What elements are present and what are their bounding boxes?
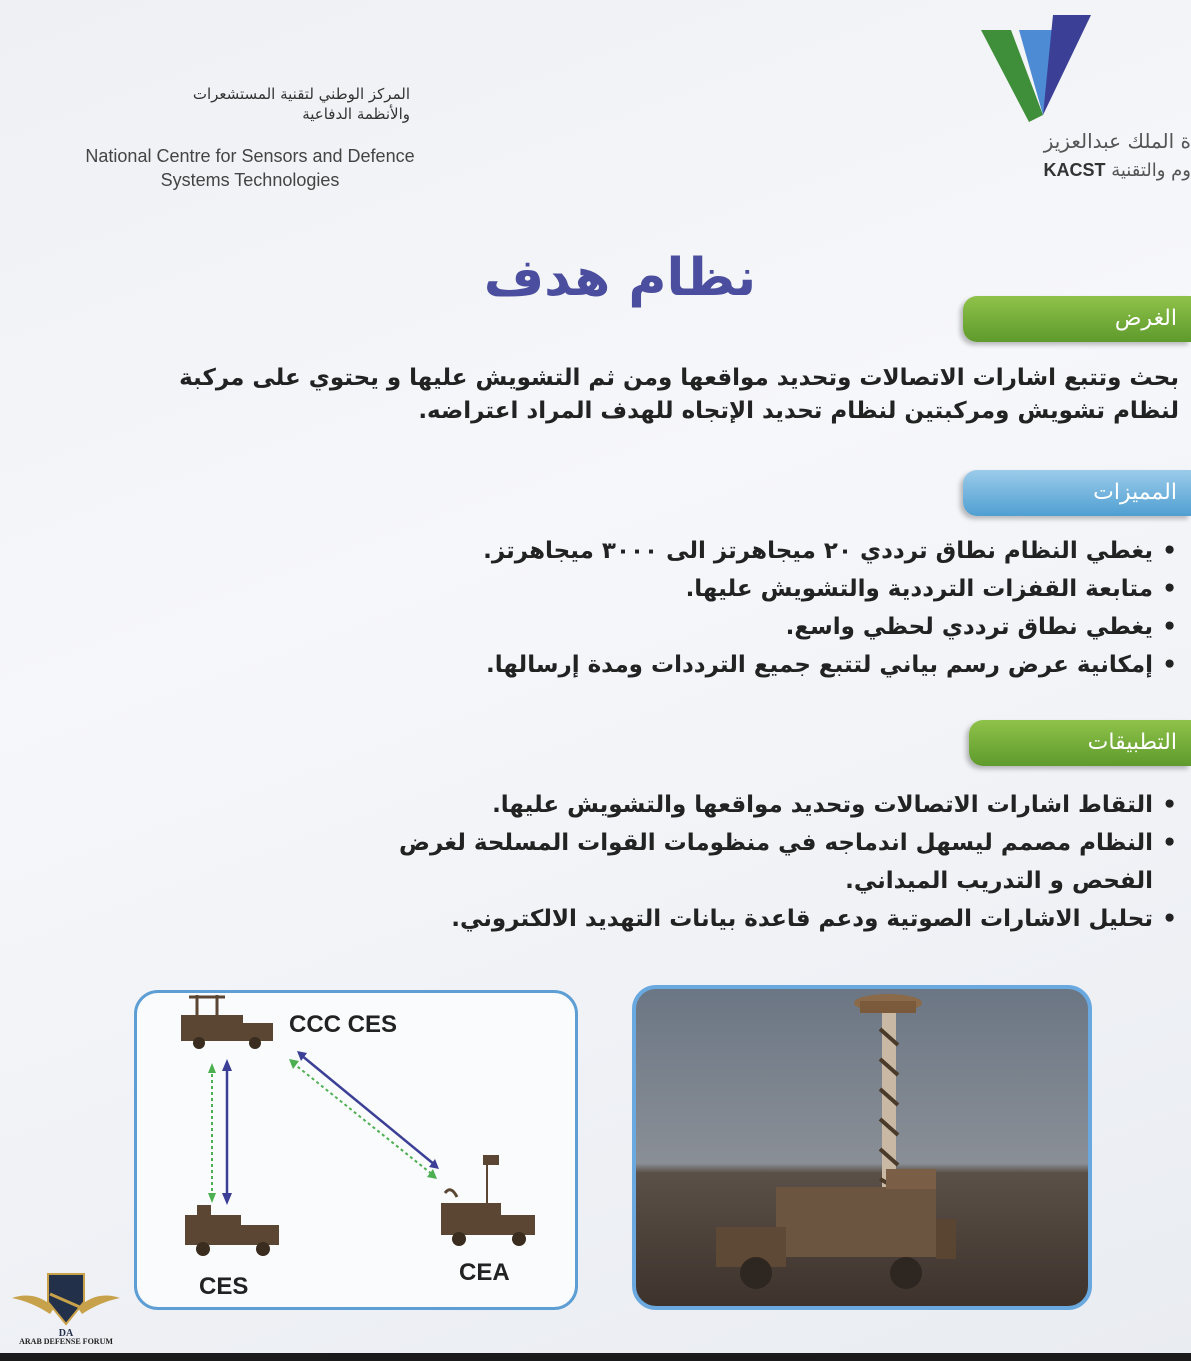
forum-shield-icon [6,1268,126,1338]
list-item: • تحليل الاشارات الصوتية ودعم قاعدة بيانات التهديد الالكتروني. [323,900,1153,938]
section-tab-applications [969,720,1191,766]
page-title: نظام هدف [483,248,757,308]
vehicle-top-label: CCC CES [289,1011,398,1038]
vehicle-photo [632,985,1092,1310]
list-item: • النظام مصمم ليسهل اندماجه في منظومات القوات المسلحة لغرض الفحص و التدريب الميداني. [323,824,1153,900]
kacst-name-ar-line2: وم والتقنية [1111,160,1191,181]
kacst-logo-icon [971,10,1101,130]
applications-list [323,786,1179,938]
list-item: • يغطي النظام نطاق ترددي ٢٠ ميجاهرتز الى ٣٠٠٠ ميجاهرتز. [253,532,1153,570]
features-list [253,532,1179,684]
section-tab-features-label: المميزات [1093,480,1177,505]
centre-name-ar-line2: والأنظمة الدفاعية [302,105,410,123]
section-tab-features [963,470,1191,516]
list-item: • متابعة القفزات الترددية والتشويش عليها. [253,570,1153,608]
centre-name-en-line2: Systems Technologies [160,170,340,190]
vehicle-cea-label: CEA [459,1259,510,1286]
section-tab-purpose-label: الغرض [1114,306,1177,331]
forum-badge-text: DA [58,1328,74,1338]
kacst-abbr: KACST [1043,160,1106,180]
vehicle-cea-icon [441,1155,535,1246]
centre-name-ar-line1: المركز الوطني لتقنية المستشعرات [192,85,410,103]
bottom-edge [0,1353,1191,1361]
list-item: • التقاط اشارات الاتصالات وتحديد مواقعها والتشويش عليها. [323,786,1153,824]
forum-watermark-text: ARAB DEFENSE FORUM [19,1337,113,1346]
forum-watermark [6,1268,126,1358]
centre-name-english [30,144,470,192]
link-arrows-icon [208,1051,439,1205]
purpose-text: بحث وتتبع اشارات الاتصالات وتحديد مواقعها ومن ثم التشويش عليها و يحتوي على مركبة لنظام تشويش ومركبتين لنظام تحديد الإتجاه للهدف المراد اعتراضه. [179,365,1179,424]
kacst-name-ar: ة الملك عبدالعزيز [1043,129,1191,153]
centre-name-arabic [70,84,410,124]
vehicle-ces-icon [185,1205,279,1256]
centre-name-en-line1: National Centre for Sensors and Defence [85,146,415,166]
kacst-name-row [971,160,1191,181]
vehicle-ces-label: CES [199,1273,249,1300]
list-item: • يغطي نطاق ترددي لحظي واسع. [253,608,1153,646]
vehicle-photo-graphic [636,989,1088,1306]
system-diagram-panel [134,990,578,1310]
vehicle-top-icon [181,995,273,1049]
section-tab-purpose [963,296,1191,342]
list-item: • إمكانية عرض رسم بياني لتتبع جميع الترددات ومدة إرسالها. [253,646,1153,684]
section-tab-applications-label: التطبيقات [1087,730,1177,755]
